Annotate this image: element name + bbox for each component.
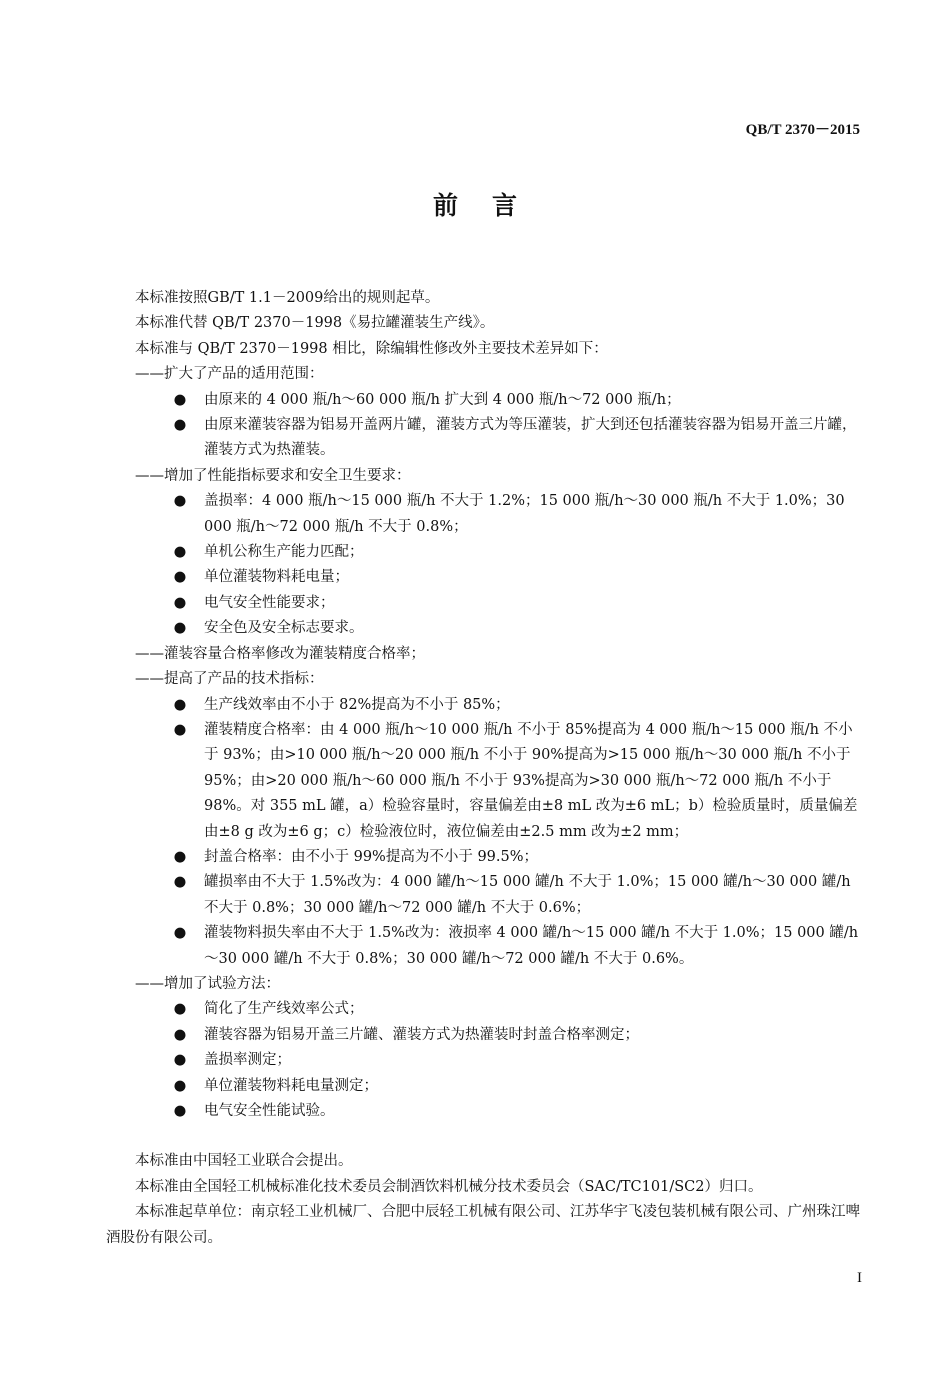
list-item (106, 388, 866, 413)
list-item (106, 845, 866, 870)
list-item-text: 灌装物料损失率由不大于 1.5%改为：液损率 4 000 罐/h～15 000 罐/h 不大于 1.0%；15 000 罐/h～30 000 罐/h 不大于 0.8%；30 000 罐/h～72 000 罐/h 不大于 0.6%。 (204, 925, 859, 967)
change-heading: ——灌装容量合格率修改为灌装精度合格率； (135, 645, 425, 662)
bullet-icon: ● (173, 721, 187, 738)
bullet-icon: ● (173, 848, 187, 865)
bullet-icon: ● (173, 594, 187, 611)
list-item (106, 489, 866, 540)
list-item-text: 电气安全性能试验。 (204, 1103, 335, 1119)
list-item-text: 封盖合格率：由不小于 99%提高为不小于 99.5%； (204, 848, 539, 865)
list-item (106, 1048, 866, 1073)
list-item-text: 安全色及安全标志要求。 (204, 620, 364, 637)
list-item (106, 870, 866, 921)
bullet-icon: ● (173, 696, 187, 713)
list-item-text: 单位灌装物料耗电量； (204, 569, 349, 586)
closing-paragraph: 本标准由中国轻工业联合会提出。 (135, 1153, 353, 1170)
list-item-text: 生产线效率由不小于 82%提高为不小于 85%； (204, 696, 510, 713)
list-item (106, 413, 866, 464)
list-item (106, 616, 866, 641)
list-item-text: 罐损率由不大于 1.5%改为：4 000 罐/h～15 000 罐/h 不大于 1.0%；15 000 罐/h～30 000 罐/h 不大于 0.8%；30 000 罐/h～72 000 罐/h 不大于 0.6%； (204, 874, 851, 916)
bullet-icon: ● (173, 1026, 187, 1043)
list-item (106, 1099, 866, 1124)
page-number: I (857, 1270, 862, 1286)
standard-code: QB/T 2370－2015 (745, 122, 860, 138)
list-item-text: 电气安全性能要求； (204, 594, 335, 611)
bullet-icon: ● (173, 1001, 187, 1018)
list-item (106, 540, 866, 565)
list-item-text: 单机公称生产能力匹配； (204, 544, 364, 561)
closing-paragraph: 本标准起草单位：南京轻工业机械厂、合肥中辰轻工机械有限公司、江苏华宇飞凌包装机械有限公司、广州珠江啤酒股份有限公司。 (106, 1204, 860, 1246)
bullet-icon: ● (173, 544, 187, 561)
document-body (106, 286, 866, 1251)
list-item-text: 盖损率：4 000 瓶/h～15 000 瓶/h 不大于 1.2%；15 000 瓶/h～30 000 瓶/h 不大于 1.0%；30 000 瓶/h～72 000 瓶/h 不大于 0.8%； (204, 493, 845, 535)
bullet-icon: ● (173, 391, 187, 408)
list-item-text: 简化了生产线效率公式； (204, 1001, 364, 1018)
bullet-icon: ● (173, 493, 187, 510)
list-item-text: 由原来的 4 000 瓶/h～60 000 瓶/h 扩大到 4 000 瓶/h～72 000 瓶/h； (204, 391, 681, 408)
list-item (106, 921, 866, 972)
list-item (106, 591, 866, 616)
list-item (106, 718, 866, 845)
intro-paragraph: 本标准按照GB/T 1.1－2009给出的规则起草。 (135, 290, 440, 306)
intro-paragraph: 本标准与 QB/T 2370－1998 相比，除编辑性修改外主要技术差异如下： (135, 340, 608, 357)
bullet-icon: ● (173, 1052, 187, 1069)
closing-paragraph: 本标准由全国轻工机械标准化技术委员会制酒饮料机械分技术委员会（SAC/TC101/SC2）归口。 (135, 1178, 763, 1195)
change-heading: ——提高了产品的技术指标： (135, 671, 324, 688)
bullet-icon: ● (173, 1077, 187, 1094)
bullet-icon: ● (173, 925, 187, 942)
bullet-icon: ● (173, 417, 187, 434)
list-item-text: 灌装容器为铝易开盖三片罐、灌装方式为热灌装时封盖合格率测定； (204, 1026, 639, 1043)
list-item-text: 单位灌装物料耗电量测定； (204, 1077, 378, 1094)
bullet-icon: ● (173, 620, 187, 637)
list-item (106, 997, 866, 1022)
list-item-text: 灌装精度合格率：由 4 000 瓶/h～10 000 瓶/h 不小于 85%提高为 4 000 瓶/h～15 000 瓶/h 不小于 93%；由>10 000 瓶/h～20 000 瓶/h 不小于 90%提高为>15 000 瓶/h～30 000 瓶/h 不小于 95%；由>20 000 瓶/h～60 000 瓶/h 不小于 93%提高为>30 000 瓶/h～72 000 瓶/h 不小于 98%。对 355 mL 罐，a）检验容量时，容量偏差由±8 mL 改为±6 mL；b）检验质量时，质量偏差由±8 g 改为±6 g；c）检验液位时，液位偏差由±2.5 mm 改为±2 mm； (204, 721, 858, 840)
bullet-icon: ● (173, 569, 187, 586)
bullet-icon: ● (173, 874, 187, 891)
page-title: 前言 (432, 191, 551, 220)
list-item (106, 1023, 866, 1048)
spacer (106, 1124, 866, 1149)
list-item (106, 693, 866, 718)
change-heading: ——扩大了产品的适用范围： (135, 366, 324, 383)
bullet-icon: ● (173, 1103, 187, 1119)
list-item-text: 盖损率测定； (204, 1052, 291, 1069)
list-item-text: 由原来灌装容器为铝易开盖两片罐，灌装方式为等压灌装，扩大到还包括灌装容器为铝易开盖三片罐，灌装方式为热灌装。 (204, 417, 857, 459)
list-item (106, 565, 866, 590)
change-heading: ——增加了试验方法： (135, 975, 280, 992)
list-item (106, 1074, 866, 1099)
change-heading: ——增加了性能指标要求和安全卫生要求： (135, 467, 411, 484)
intro-paragraph: 本标准代替 QB/T 2370－1998《易拉罐灌装生产线》。 (135, 315, 495, 332)
